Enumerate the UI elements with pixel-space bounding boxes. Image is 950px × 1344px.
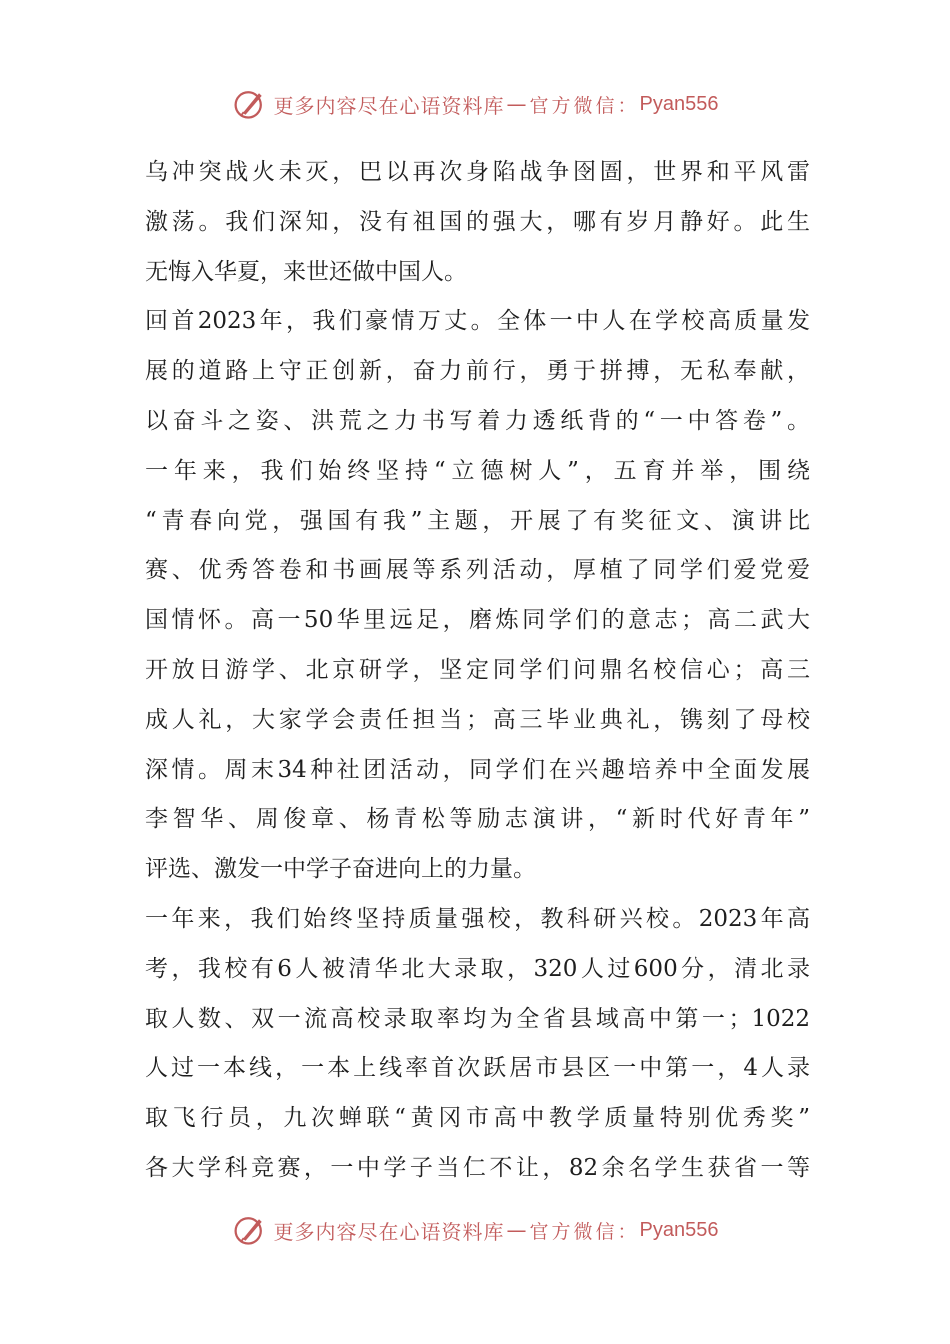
text-line: 考，我校有6人被清华北大录取，320人过600分，清北录 [145, 955, 810, 982]
text-line: 一年来，我们始终坚持“立德树人”，五育并举，围绕 [145, 457, 810, 484]
text-line: 李智华、周俊章、杨青松等励志演讲，“新时代好青年” [145, 806, 810, 833]
text-line: 以奋斗之姿、洪荒之力书写着力透纸背的“一中答卷”。 [145, 407, 810, 434]
text-line: 赛、优秀答卷和书画展等系列活动，厚植了同学们爱党爱 [145, 557, 810, 584]
header-banner [0, 84, 950, 124]
text-line: 深情。周末34种社团活动，同学们在兴趣培养中全面发展 [145, 756, 810, 783]
footer-brand-text: 更多内容尽在心语资料库 [273, 1219, 505, 1244]
header-brand-text: 更多内容尽在心语资料库 [273, 93, 505, 118]
footer-wechat-id: Pyan556 [639, 1218, 719, 1241]
footer-separator: — [506, 1218, 528, 1242]
text-line: 国情怀。高一50华里远足，磨炼同学们的意志；高二武大 [145, 607, 810, 634]
quill-pen-logo-icon [232, 1212, 268, 1248]
footer-wechat-label: 官方微信： [529, 1220, 640, 1243]
text-line: 各大学科竞赛，一中学子当仁不让，82余名学生获省一等 [145, 1154, 810, 1181]
text-line: 一年来，我们始终坚持质量强校，教科研兴校。2023年高 [145, 905, 810, 932]
text-line: 展的道路上守正创新，奋力前行，勇于拼搏，无私奉献， [145, 358, 810, 385]
footer-banner [0, 1210, 950, 1250]
text-line: 无悔入华夏，来世还做中国人。 [145, 258, 467, 285]
text-line: 取人数、双一流高校录取率均为全省县域高中第一；1022 [145, 1005, 810, 1032]
text-line: “青春向党，强国有我”主题，开展了有奖征文、演讲比 [145, 507, 810, 534]
text-line: 成人礼，大家学会责任担当；高三毕业典礼，镌刻了母校 [145, 706, 810, 733]
text-line: 开放日游学、北京研学，坚定同学们问鼎名校信心；高三 [145, 656, 810, 683]
text-line: 人过一本线，一本上线率首次跃居市县区一中第一，4人录 [145, 1055, 810, 1082]
header-separator: — [506, 92, 528, 116]
header-wechat-id: Pyan556 [639, 92, 719, 115]
text-line: 取飞行员，九次蝉联“黄冈市高中教学质量特别优秀奖” [145, 1105, 810, 1132]
quill-pen-logo-icon [232, 86, 268, 122]
text-line: 回首2023年，我们豪情万丈。全体一中人在学校高质量发 [145, 308, 810, 335]
text-line: 激荡。我们深知，没有祖国的强大，哪有岁月静好。此生 [145, 208, 810, 235]
text-line: 评选、激发一中学子奋进向上的力量。 [145, 856, 536, 883]
document-body [145, 148, 810, 1194]
header-wechat-label: 官方微信： [529, 94, 640, 117]
text-line: 乌冲突战火未灭，巴以再次身陷战争囹圄，世界和平风雷 [145, 159, 810, 185]
